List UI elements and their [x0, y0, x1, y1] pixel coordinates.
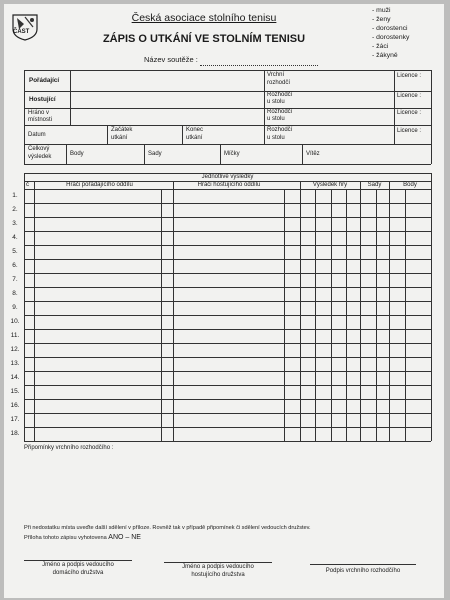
note-attachment-prefix: Příloha tohoto zápisu vyhotovena [24, 535, 107, 541]
result-row-number: 11. [10, 332, 20, 339]
note-attachment-options[interactable]: ANO – NE [108, 534, 141, 541]
label-umpire3-2: u stolu [267, 135, 285, 141]
result-row-number: 5. [12, 248, 18, 255]
label-venue-2: místnosti [28, 117, 53, 123]
label-umpire2-1: Rozhodčí [267, 109, 293, 115]
form-title: ZÁPIS O UTKÁNÍ VE STOLNÍM TENISU [102, 33, 306, 45]
results-row-divider [24, 259, 431, 260]
label-licence-3: Licence : [397, 110, 422, 116]
competition-label: Název soutěže : [144, 55, 198, 64]
results-row-divider [24, 315, 431, 316]
result-row-number: 9. [12, 304, 18, 311]
label-venue-1: Hráno v [28, 110, 50, 116]
category-junior-boys: - dorostenci [372, 25, 408, 32]
signature-line-away[interactable] [164, 562, 272, 563]
results-row-divider [24, 231, 431, 232]
label-end-2: utkání [186, 135, 203, 141]
result-row-number: 2. [12, 206, 18, 213]
label-date: Datum [28, 132, 46, 138]
results-row-divider [24, 441, 431, 442]
sig-referee-label: Podpis vrchního rozhodčího [325, 568, 401, 574]
result-row-number: 1. [12, 192, 18, 199]
result-row-number: 17. [10, 416, 20, 423]
results-row-divider [24, 427, 431, 428]
results-row-divider [24, 287, 431, 288]
col-home-players: Hráči pořádajícího oddílu [66, 182, 133, 188]
label-start-1: Začátek [111, 127, 133, 133]
label-head-referee-1: Vrchní [267, 72, 285, 78]
col-away-players: Hráči hostujícího oddílu [197, 182, 261, 188]
col-sets: Sady [367, 182, 382, 188]
results-row-divider [24, 343, 431, 344]
results-row-divider [24, 357, 431, 358]
sig-away-label-1: Jméno a podpis vedoucího [182, 564, 254, 570]
label-away-club: Hostující [29, 96, 56, 103]
label-licence-4: Licence : [397, 128, 422, 134]
signature-line-referee[interactable] [310, 564, 416, 565]
result-row-number: 16. [10, 402, 20, 409]
label-total-points: Body [70, 151, 84, 157]
label-home-club: Pořádající [29, 77, 60, 84]
category-pupils-girls: - žákyně [372, 52, 398, 59]
competition-name-line[interactable] [200, 65, 318, 66]
label-end-1: Konec [186, 127, 204, 133]
label-winner: Vítěz [306, 151, 320, 157]
result-row-number: 6. [12, 262, 18, 269]
note-attachment: Při nedostatku místa uveďte další sdělení v příloze. Rovněž tak v případě připomínek či sdělení vedoucích družstev. [24, 525, 311, 531]
label-umpire2-2: u stolu [267, 116, 285, 122]
result-row-number: 10. [10, 318, 20, 325]
category-women: - ženy [372, 16, 391, 23]
note-attachment-yesno [24, 534, 141, 542]
results-row-divider [24, 273, 431, 274]
sig-home-label-1: Jméno a podpis vedoucího [42, 562, 114, 568]
label-total-sets: Sady [148, 151, 162, 157]
col-points: Body [403, 182, 417, 188]
category-men: - muži [372, 7, 391, 14]
result-row-number: 13. [10, 360, 20, 367]
sig-away-label-2: hostujícího družstva [191, 572, 245, 578]
col-game-result: Výsledek hry [312, 182, 348, 188]
result-row-number: 3. [12, 220, 18, 227]
label-umpire3-1: Rozhodčí [267, 127, 293, 133]
logo-text: ČAST [13, 29, 30, 35]
col-number: č [26, 182, 29, 188]
results-row-divider [24, 203, 431, 204]
label-umpire1-2: u stolu [267, 99, 285, 105]
result-row-number: 7. [12, 276, 18, 283]
results-row-divider [24, 245, 431, 246]
label-total-1: Celkový [28, 146, 50, 152]
remarks-label: Připomínky vrchního rozhodčího : [24, 445, 114, 451]
sig-home-label-2: domácího družstva [52, 570, 104, 576]
label-licence-1: Licence : [397, 73, 422, 79]
results-row-divider [24, 217, 431, 218]
result-row-number: 12. [10, 346, 20, 353]
label-head-referee-2: rozhodčí [267, 80, 291, 86]
label-total-balls: Míčky [224, 151, 240, 157]
label-start-2: utkání [111, 135, 128, 141]
result-row-number: 4. [12, 234, 18, 241]
label-total-2: výsledek [28, 154, 52, 160]
results-row-divider [24, 385, 431, 386]
results-title: Jednotlivé výsledky [201, 174, 254, 180]
results-row-divider [24, 371, 431, 372]
results-row-divider [24, 301, 431, 302]
results-row-divider [24, 413, 431, 414]
results-row-divider [24, 329, 431, 330]
result-row-number: 14. [10, 374, 20, 381]
result-row-number: 8. [12, 290, 18, 297]
label-licence-2: Licence : [397, 93, 422, 99]
label-umpire1-1: Rozhodčí [267, 92, 293, 98]
org-title: Česká asociace stolního tenisu [131, 12, 277, 24]
results-row-divider [24, 399, 431, 400]
category-junior-girls: - dorostenky [372, 34, 410, 41]
result-row-number: 18. [10, 430, 20, 437]
result-row-number: 15. [10, 388, 20, 395]
score-sheet-paper [4, 4, 444, 598]
signature-line-home[interactable] [24, 560, 132, 561]
category-pupils-boys: - žáci [372, 43, 389, 50]
